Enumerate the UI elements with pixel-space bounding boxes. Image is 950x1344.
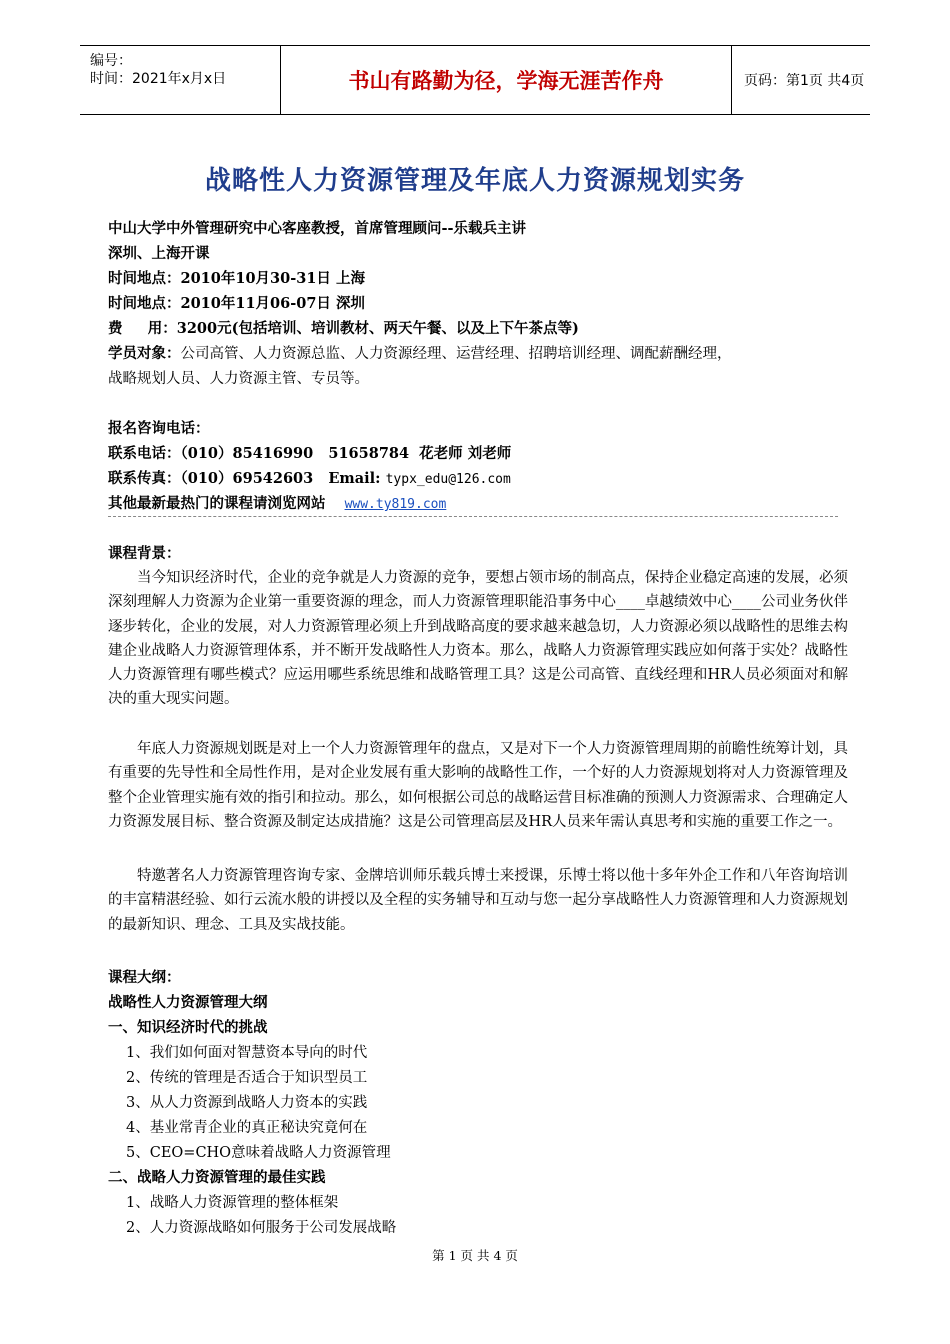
lecturer-line: 中山大学中外管理研究中心客座教授，首席管理顾问--乐载兵主讲	[108, 220, 527, 237]
fee-value: 3200元(包括培训、培训教材、两天午餐、以及上下午茶点等)	[176, 320, 579, 337]
outline-section-1: 一、知识经济时代的挑战	[108, 1019, 268, 1036]
outline-item: 2、人力资源战略如何服务于公司发展战略	[126, 1220, 397, 1236]
outline-item: 1、我们如何面对智慧资本导向的时代	[126, 1045, 368, 1061]
header-page-info: 页码：第1页 共4页	[744, 73, 865, 89]
dashed-divider	[108, 516, 838, 517]
fax-line	[108, 467, 511, 488]
phone-line: 联系电话：（010）85416990 51658784 花老师 刘老师	[108, 445, 512, 462]
email-value[interactable]: typx_edu@126.com	[385, 472, 511, 487]
number-label: 编号：	[90, 53, 132, 69]
document-header	[80, 45, 870, 115]
document-title: 战略性人力资源管理及年底人力资源规划实务	[204, 166, 745, 196]
fax-label: 联系传真：（010）69542603 Email:	[108, 470, 381, 487]
audience-line-1	[108, 342, 732, 363]
background-heading: 课程背景：	[108, 545, 181, 562]
background-paragraph-3: 特邀著名人力资源管理咨询专家、金牌培训师乐载兵博士来授课，乐博士将以他十多年外企工作和八年咨询培训的丰富精湛经验、如行云流水般的讲授以及全程的实务辅导和互动与您一起分享战略性人力资源管理和人力资源规划的最新知识、理念、工具及实战技能。	[108, 868, 848, 933]
background-paragraph-2: 年底人力资源规划既是对上一个人力资源管理年的盘点，又是对下一个人力资源管理周期的前瞻性统筹计划，具有重要的先导性和全局性作用，是对企业发展有重大影响的战略性工作，一个好的人力资源规划将对人力资源管理及整个企业管理实施有效的指引和拉动。那么，如何根据公司总的战略运营目标准确的预测人力资源需求、合理确定人力资源发展目标、整合资源及制定达成措施？这是公司管理高层及HR人员来年需认真思考和实施的重要工作之一。	[108, 741, 848, 830]
outline-item: 1、战略人力资源管理的整体框架	[126, 1195, 339, 1211]
session-2-line: 时间地点：2010年11月06-07日 深圳	[108, 295, 365, 312]
consult-heading: 报名咨询电话：	[108, 420, 210, 437]
fee-label: 费 用：	[108, 320, 177, 337]
cities-line: 深圳、上海开课	[108, 245, 210, 262]
outline-section-2: 二、战略人力资源管理的最佳实践	[108, 1169, 326, 1186]
website-link[interactable]: www.ty819.com	[344, 497, 447, 512]
audience-label: 学员对象：	[108, 345, 181, 362]
page-footer: 第 1 页 共 4 页	[432, 1248, 518, 1263]
outline-subheading: 战略性人力资源管理大纲	[108, 994, 268, 1011]
audience-text-2: 战略规划人员、人力资源主管、专员等。	[108, 371, 369, 387]
outline-item: 4、基业常青企业的真正秘诀究竟何在	[126, 1120, 368, 1136]
outline-item: 3、从人力资源到战略人力资本的实践	[126, 1095, 368, 1111]
session-1-line: 时间地点：2010年10月30-31日 上海	[108, 270, 365, 287]
outline-item: 2、传统的管理是否适合于知识型员工	[126, 1070, 368, 1086]
audience-text-1: 公司高管、人力资源总监、人力资源经理、运营经理、招聘培训经理、调配薪酬经理，	[180, 346, 732, 362]
background-paragraph-1: 当今知识经济时代，企业的竞争就是人力资源的竞争，要想占领市场的制高点，保持企业稳定高速的发展，必须深刻理解人力资源为企业第一重要资源的理念，而人力资源管理职能沿事务中心____卓越绩效中心____公司业务伙伴逐步转化，企业的发展，对人力资源管理必须上升到战略高度的要求越来越急切，人力资源必须以战略性的思维去构建企业战略人力资源管理体系，并不断开发战略性人力资本。那么，战略人力资源管理实践应如何落于实处？战略性人力资源管理有哪些模式？应运用哪些系统思维和战略管理工具？这是公司高管、直线经理和HR人员必须面对和解决的重大现实问题。	[108, 570, 848, 708]
outline-heading: 课程大纲：	[108, 969, 181, 986]
header-motto: 书山有路勤为径，学海无涯苦作舟	[280, 46, 732, 114]
audience-line-2	[108, 367, 369, 388]
header-meta	[80, 46, 280, 114]
website-line	[108, 492, 446, 513]
website-label: 其他最新最热门的课程请浏览网站	[108, 495, 326, 512]
time-label: 时间：2021年x月x日	[90, 71, 227, 87]
outline-item: 5、CEO=CHO意味着战略人力资源管理	[126, 1145, 391, 1161]
fee-line	[108, 317, 579, 338]
